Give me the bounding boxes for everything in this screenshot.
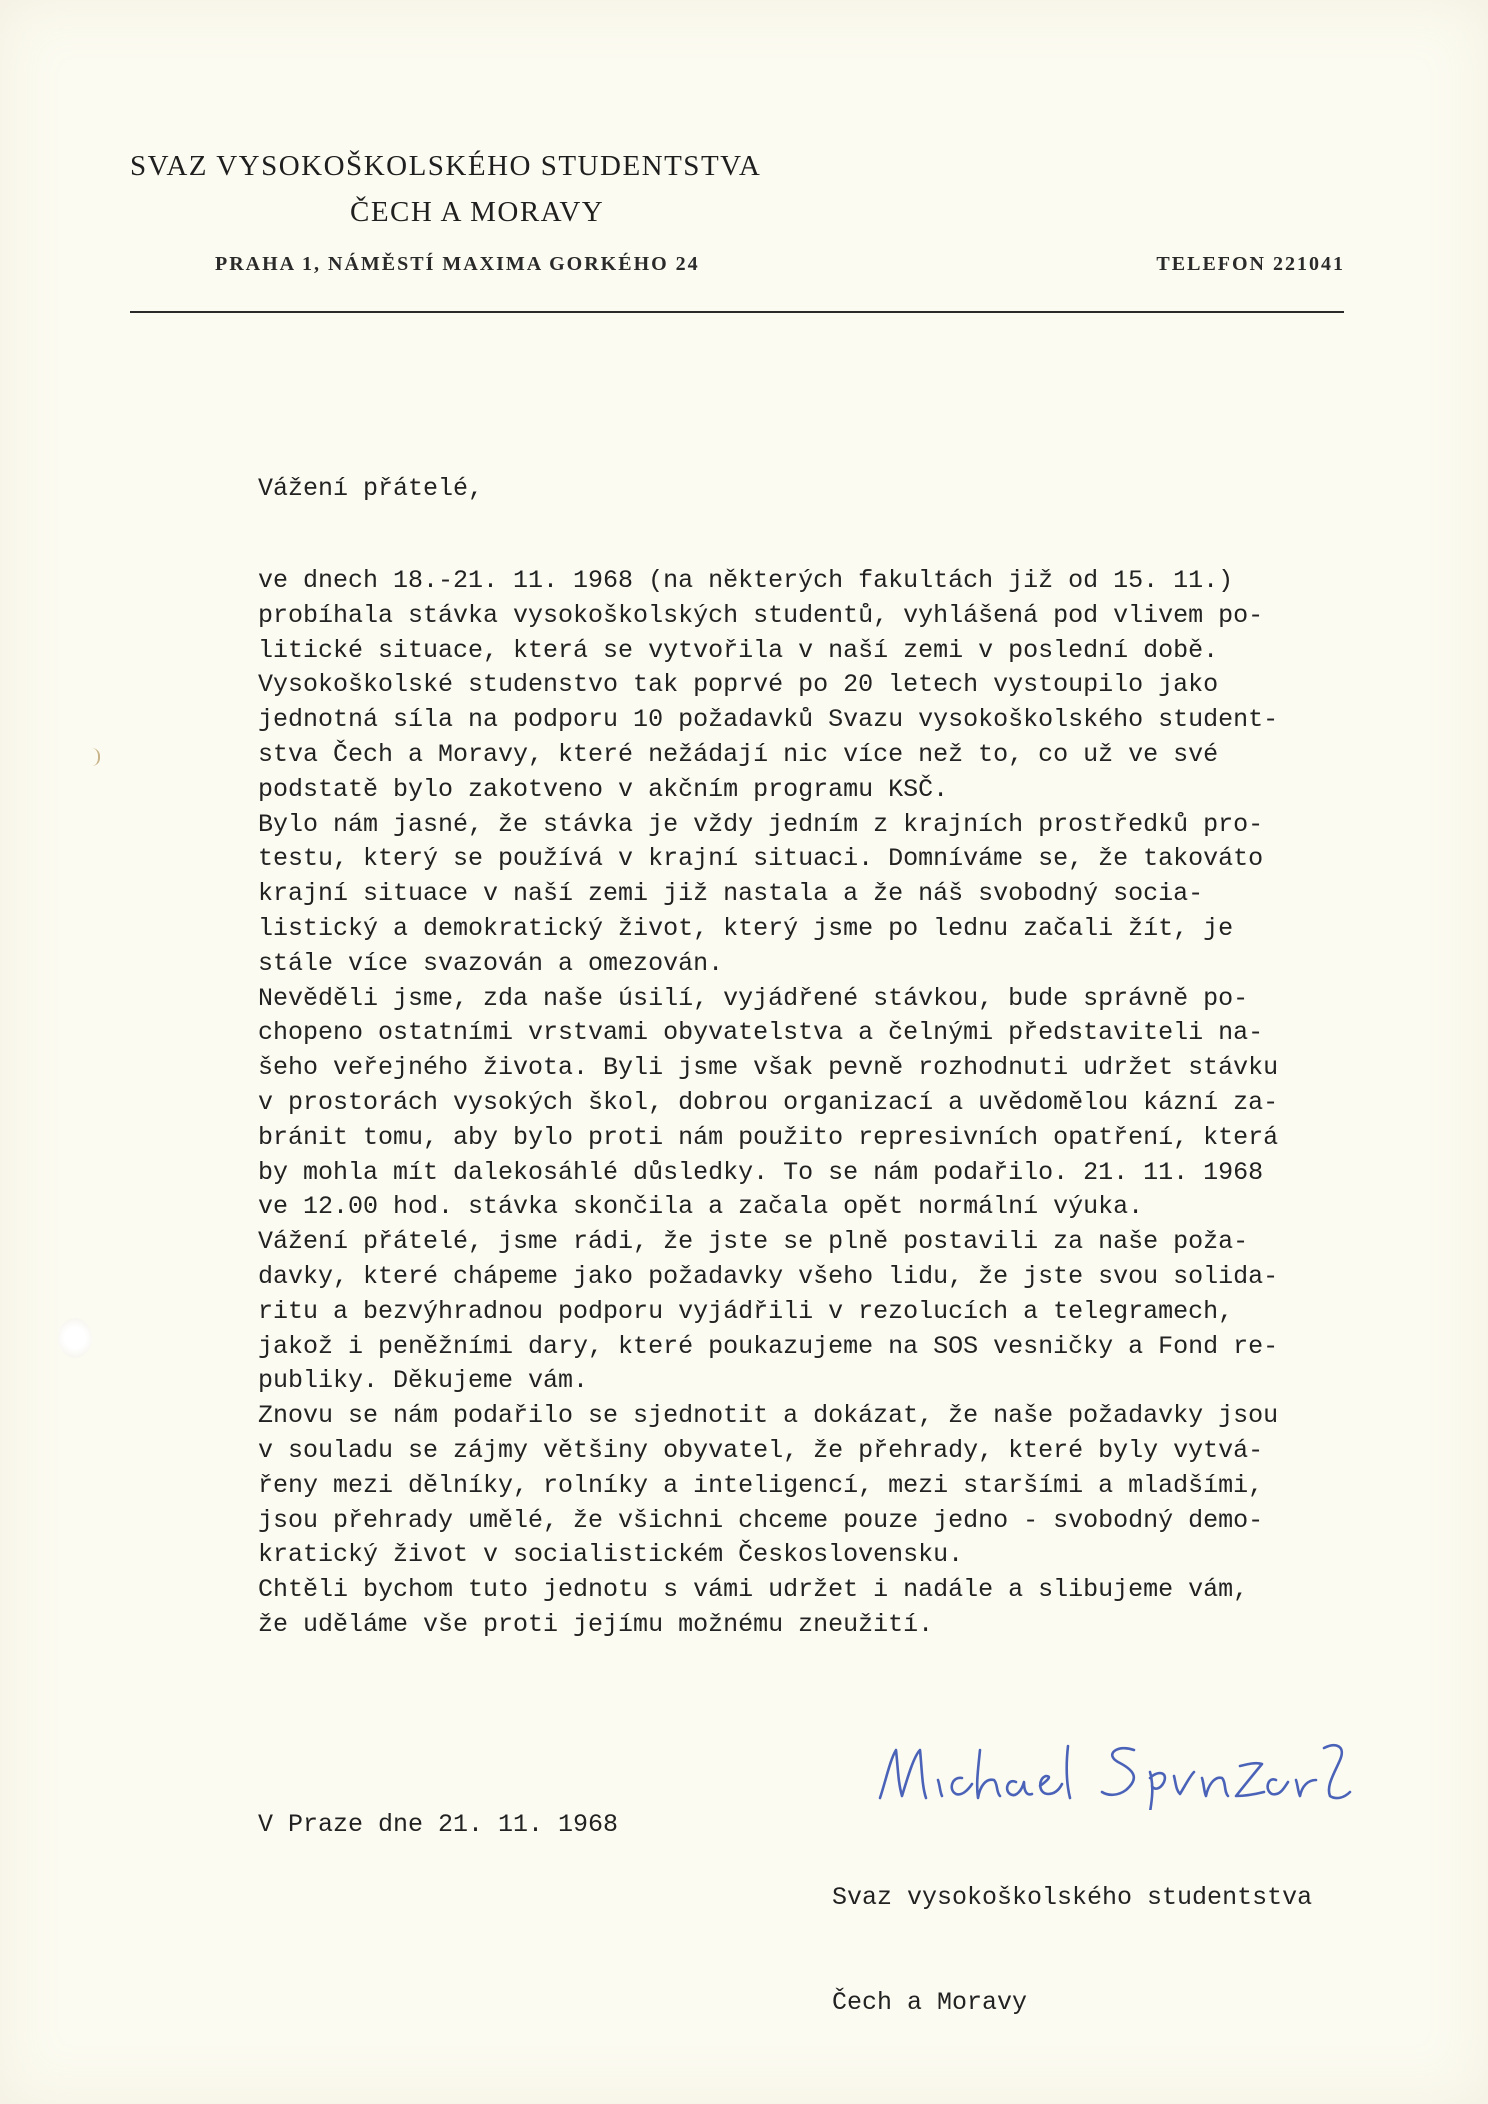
letterhead-org-name: SVAZ VYSOKOŠKOLSKÉHO STUDENTSTVA [130, 150, 762, 182]
body-line: ve dnech 18.-21. 11. 1968 (na některých fakultách již od 15. 11.) [258, 566, 1234, 595]
signatory-region: Čech a Moravy [832, 1988, 1028, 2017]
handwritten-signature [868, 1720, 1358, 1810]
body-line: probíhala stávka vysokoškolských studentů, vyhlášená pod vlivem po- [258, 600, 1264, 630]
body-line: by mohla mít dalekosáhlé důsledky. To se nám podařilo. 21. 11. 1968 [258, 1157, 1264, 1187]
letterhead-org-region: ČECH A MORAVY [350, 196, 605, 228]
body-line: ve 12.00 hod. stávka skončila a začala opět normální výuka. [258, 1192, 1144, 1222]
body-line: v souladu se zájmy většiny obyvatel, že přehrady, které byly vytvá- [258, 1435, 1264, 1465]
body-line: publiky. Děkujeme vám. [258, 1366, 589, 1396]
body-line: jsou přehrady umělé, že všichni chceme pouze jedno - svobodný demo- [258, 1505, 1264, 1535]
body-line: litické situace, která se vytvořila v naší zemi v poslední době. [258, 635, 1219, 665]
signatory-block [832, 1810, 1312, 2090]
body-line: listický a demokratický život, který jsme po lednu začali žít, je [258, 913, 1234, 943]
body-line: šeho veřejného života. Byli jsme však pevně rozhodnuti udržet stávku [258, 1053, 1279, 1083]
letterhead-address: PRAHA 1, NÁMĚSTÍ MAXIMA GORKÉHO 24 [215, 253, 700, 275]
body-line: podstatě bylo zakotveno v akčním programu KSČ. [258, 774, 949, 804]
body-line: Bylo nám jasné, že stávka je vždy jedním z krajních prostředků pro- [258, 809, 1264, 839]
body-line: Chtěli bychom tuto jednotu s vámi udržet i nadále a slibujeme vám, [258, 1575, 1249, 1605]
letterhead-phone: TELEFON 221041 [1156, 253, 1345, 275]
body-line: bránit tomu, aby bylo proti nám použito represivních opatření, která [258, 1122, 1279, 1152]
body-line: Znovu se nám podařilo se sjednotit a dokázat, že naše požadavky jsou [258, 1401, 1279, 1431]
letter-body [258, 564, 1278, 1643]
body-line: řeny mezi dělníky, rolníky a inteligencí, mezi staršími a mladšími, [258, 1470, 1264, 1500]
body-line: davky, které chápeme jako požadavky všeho lidu, že jste svou solida- [258, 1261, 1279, 1291]
letterhead-divider [130, 311, 1344, 313]
body-line: jednotná síla na podporu 10 požadavků Svazu vysokoškolského student- [258, 705, 1279, 735]
signatory-org: Svaz vysokoškolského studentstva [832, 1883, 1313, 1912]
body-line: stále více svazován a omezován. [258, 948, 724, 978]
salutation: Vážení přátelé, [258, 474, 484, 503]
body-line: Nevěděli jsme, zda naše úsilí, vyjádřené stávkou, bude správně po- [258, 983, 1249, 1013]
body-line: ritu a bezvýhradnou podporu vyjádřili v rezolucích a telegramech, [258, 1296, 1234, 1326]
margin-mark [92, 748, 100, 766]
body-line: že uděláme vše proti jejímu možnému zneužití. [258, 1609, 934, 1639]
body-line: Vysokoškolské studenstvo tak poprvé po 20 letech vystoupilo jako [258, 670, 1219, 700]
body-line: stva Čech a Moravy, které nežádají nic více než to, co už ve své [258, 739, 1219, 769]
body-line: krajní situace v naší zemi již nastala a že náš svobodný socia- [258, 879, 1204, 909]
place-date: V Praze dne 21. 11. 1968 [258, 1810, 619, 1839]
body-line: Vážení přátelé, jsme rádi, že jste se plně postavili za naše poža- [258, 1227, 1249, 1257]
body-line: kratický život v socialistickém Československu. [258, 1540, 964, 1570]
body-line: chopeno ostatními vrstvami obyvatelstva a čelnými představiteli na- [258, 1018, 1264, 1048]
punch-hole [58, 1318, 92, 1358]
body-line: jakož i peněžními dary, které poukazujeme na SOS vesničky a Fond re- [258, 1331, 1279, 1361]
body-line: v prostorách vysokých škol, dobrou organizací a uvědomělou kázní za- [258, 1087, 1279, 1117]
body-line: testu, který se používá v krajní situaci. Domníváme se, že takováto [258, 844, 1264, 874]
